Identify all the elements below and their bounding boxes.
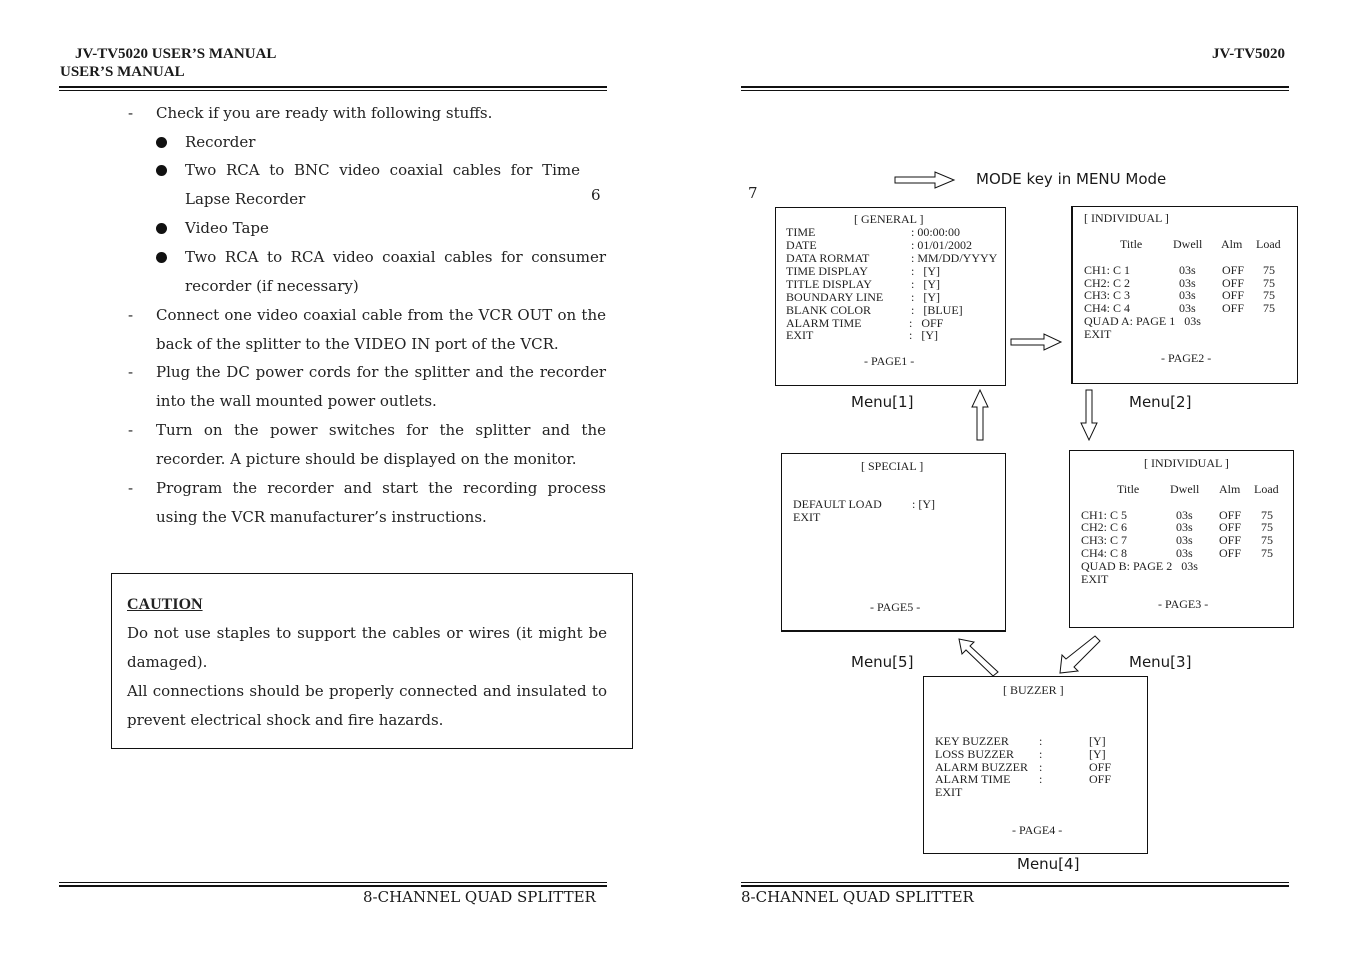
menu-row-value: : OFF — [909, 316, 944, 330]
exit-row: EXIT — [1081, 572, 1109, 586]
col-dwell-header: Dwell — [1173, 237, 1203, 251]
step-dash: - — [128, 363, 134, 381]
menu-individual-2-title: [ INDIVIDUAL ] — [1144, 456, 1229, 470]
step-3: Plug the DC power cords for the splitter and the recorder into the wall mounted power outlets. — [156, 363, 606, 410]
menu-buzzer-title: [ BUZZER ] — [1003, 683, 1064, 697]
arrow-right-icon — [895, 172, 954, 188]
caution-text-2: All connections should be properly connected and insulated to prevent electrical shock and fire hazards. — [127, 682, 607, 729]
caution-title: CAUTION — [127, 596, 203, 613]
col-alm-header: Alm — [1219, 482, 1241, 496]
menu-individual-1-title: [ INDIVIDUAL ] — [1084, 211, 1169, 225]
step-dash: - — [128, 306, 134, 324]
menu-row-label: TIME — [786, 225, 816, 239]
step-4: Turn on the power switches for the splitter and the recorder. A picture should be displayed on the monitor. — [156, 421, 606, 468]
channel-row-load: 75 — [1263, 301, 1275, 315]
menu-row-value: : [Y] — [911, 277, 940, 291]
mode-key-label: MODE key in MENU Mode — [976, 170, 1167, 188]
left-header-subtitle: USER’S MANUAL — [60, 64, 185, 80]
menu-2-label: Menu[2] — [1129, 393, 1192, 411]
menu-page-indicator: - PAGE5 - — [870, 600, 921, 614]
channel-row-name: CH3: C 3 — [1084, 288, 1131, 302]
channel-row-alm: OFF — [1219, 546, 1242, 560]
menu-buzzer-panel — [923, 676, 1148, 854]
menu-page-indicator: - PAGE4 - — [1012, 823, 1063, 837]
arrow-up-left-icon — [959, 639, 998, 676]
col-dwell-header: Dwell — [1170, 482, 1200, 496]
menu-row-label: KEY BUZZER — [935, 734, 1009, 748]
channel-row-dwell: 03s — [1176, 533, 1193, 547]
menu-row-value: OFF — [1089, 760, 1112, 774]
bullet-4: Two RCA to RCA video coaxial cables for consumer recorder (if necessary) — [185, 248, 606, 295]
bullet-3: Video Tape — [185, 219, 269, 237]
menu-row-label: BLANK COLOR — [786, 303, 872, 317]
quad-row: QUAD A: PAGE 1 03s — [1084, 314, 1201, 328]
menu-general-title: [ GENERAL ] — [854, 212, 924, 226]
channel-row-dwell: 03s — [1176, 546, 1193, 560]
channel-row-load: 75 — [1263, 288, 1275, 302]
channel-row-dwell: 03s — [1179, 276, 1196, 290]
menu-row-label: LOSS BUZZER — [935, 747, 1015, 761]
col-load-header: Load — [1254, 482, 1279, 496]
menu-page-indicator: - PAGE2 - — [1161, 351, 1212, 365]
channel-row-alm: OFF — [1222, 263, 1245, 277]
channel-row-load: 75 — [1263, 276, 1275, 290]
menu-row-label: TITLE DISPLAY — [786, 277, 872, 291]
left-header-title: JV-TV5020 USER’S MANUAL — [75, 46, 277, 62]
right-page-number: 7 — [748, 184, 758, 202]
arrow-right-icon — [1011, 334, 1061, 350]
right-header-title: JV-TV5020 — [1212, 46, 1286, 62]
menu-4-label: Menu[4] — [1017, 855, 1080, 873]
menu-row-label: ALARM BUZZER — [935, 760, 1028, 774]
channel-row-load: 75 — [1261, 546, 1273, 560]
bullet-2: Two RCA to BNC video coaxial cables for Time Lapse Recorder — [185, 161, 580, 208]
channel-row-name: CH3: C 7 — [1081, 533, 1128, 547]
menu-row-value: : 00:00:00 — [911, 225, 961, 239]
channel-row-load: 75 — [1261, 533, 1273, 547]
menu-special-panel — [781, 453, 1006, 632]
col-title-header: Title — [1117, 482, 1140, 496]
col-title-header: Title — [1120, 237, 1143, 251]
channel-row-load: 75 — [1263, 263, 1275, 277]
menu-general-panel — [775, 207, 1006, 386]
channel-row-name: CH2: C 6 — [1081, 520, 1128, 534]
step-1: Check if you are ready with following stuffs. — [156, 104, 493, 122]
menu-row-value: : [BLUE] — [911, 303, 963, 317]
channel-row-name: CH4: C 4 — [1084, 301, 1131, 315]
quad-row: QUAD B: PAGE 2 03s — [1081, 559, 1198, 573]
menu-individual-1-panel — [1071, 206, 1298, 384]
menu-page-indicator: - PAGE3 - — [1158, 597, 1209, 611]
menu-row-label: BOUNDARY LINE — [786, 290, 884, 304]
step-5: Program the recorder and start the recording process using the VCR manufacturer’s instructions. — [156, 479, 606, 526]
menu-row-sep: : — [1039, 772, 1043, 786]
channel-row-alm: OFF — [1222, 301, 1245, 315]
menu-row-value: [Y] — [1089, 734, 1106, 748]
menu-3-label: Menu[3] — [1129, 653, 1192, 671]
menu-row-value: : [Y] — [911, 290, 940, 304]
menu-row-sep: : — [1039, 760, 1043, 774]
bullet-1: Recorder — [185, 133, 256, 151]
menu-page-indicator: - PAGE1 - — [864, 354, 915, 368]
exit-row: EXIT — [935, 785, 963, 799]
menu-5-label: Menu[5] — [851, 653, 914, 671]
channel-row-name: CH2: C 2 — [1084, 276, 1131, 290]
default-load-value: : [Y] — [912, 497, 935, 511]
menu-individual-2-panel — [1069, 450, 1294, 628]
arrow-down-left-icon — [1060, 636, 1100, 673]
right-footer-rule-thin — [741, 882, 1289, 883]
menu-row-sep: : — [1039, 747, 1043, 761]
channel-row-load: 75 — [1261, 508, 1273, 522]
channel-row-alm: OFF — [1219, 533, 1242, 547]
channel-row-alm: OFF — [1222, 288, 1245, 302]
right-footer-text: 8-CHANNEL QUAD SPLITTER — [741, 888, 974, 906]
menu-row-value: : MM/DD/YYYY — [911, 251, 998, 265]
col-alm-header: Alm — [1221, 237, 1243, 251]
channel-row-name: CH1: C 5 — [1081, 508, 1128, 522]
arrow-down-icon — [1081, 390, 1097, 440]
step-dash: - — [128, 104, 134, 122]
menu-row-value: : [Y] — [909, 328, 938, 342]
exit-row: EXIT — [793, 510, 821, 524]
channel-row-dwell: 03s — [1179, 301, 1196, 315]
channel-row-load: 75 — [1261, 520, 1273, 534]
menu-row-label: DATE — [786, 238, 817, 252]
menu-row-label: DATA RORMAT — [786, 251, 870, 265]
step-dash: - — [128, 421, 134, 439]
menu-special-title: [ SPECIAL ] — [861, 459, 924, 473]
caution-text-1: Do not use staples to support the cables or wires (it might be damaged). — [127, 624, 607, 671]
menu-row-sep: : — [1039, 734, 1043, 748]
menu-row-value: : 01/01/2002 — [911, 238, 973, 252]
menu-1-label: Menu[1] — [851, 393, 914, 411]
right-footer-rule — [741, 885, 1289, 887]
channel-row-alm: OFF — [1219, 520, 1242, 534]
arrow-up-icon — [972, 390, 988, 440]
channel-row-alm: OFF — [1222, 276, 1245, 290]
menu-row-label: ALARM TIME — [935, 772, 1011, 786]
menu-row-value: OFF — [1089, 772, 1112, 786]
channel-row-dwell: 03s — [1176, 520, 1193, 534]
channel-row-name: CH4: C 8 — [1081, 546, 1128, 560]
channel-row-dwell: 03s — [1179, 263, 1196, 277]
menu-row-value: [Y] — [1089, 747, 1106, 761]
left-footer-text: 8-CHANNEL QUAD SPLITTER — [363, 888, 596, 906]
left-page-number: 6 — [591, 186, 601, 204]
channel-row-dwell: 03s — [1179, 288, 1196, 302]
menu-row-label: TIME DISPLAY — [786, 264, 868, 278]
menu-row-label: EXIT — [786, 328, 814, 342]
channel-row-alm: OFF — [1219, 508, 1242, 522]
col-load-header: Load — [1256, 237, 1281, 251]
channel-row-name: CH1: C 1 — [1084, 263, 1131, 277]
step-dash: - — [128, 479, 134, 497]
default-load-label: DEFAULT LOAD — [793, 497, 882, 511]
menu-row-label: ALARM TIME — [786, 316, 862, 330]
menu-row-value: : [Y] — [911, 264, 940, 278]
step-2: Connect one video coaxial cable from the VCR OUT on the back of the splitter to the VIDEO IN port of the VCR. — [156, 306, 606, 353]
channel-row-dwell: 03s — [1176, 508, 1193, 522]
exit-row: EXIT — [1084, 327, 1112, 341]
